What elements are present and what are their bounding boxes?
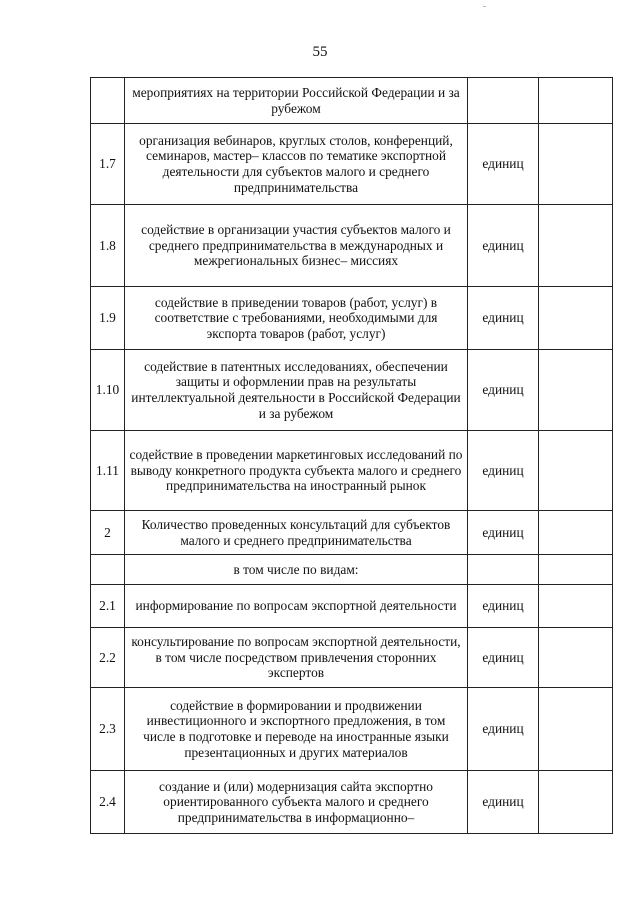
- row-description-cell: Количество проведенных консультаций для субъектов малого и среднего предпринимательства: [125, 511, 468, 555]
- row-number-cell: [91, 78, 125, 124]
- table-row: [91, 585, 613, 628]
- row-description-cell: содействие в проведении маркетинговых исследований по выводу конкретного продукта субъекта малого и среднего предпринимательства на иностранный рынок: [125, 431, 468, 511]
- row-number-cell: 1.9: [91, 287, 125, 350]
- row-unit-cell: единиц: [468, 511, 539, 555]
- table-row: [91, 78, 613, 124]
- row-description-cell: создание и (или) модернизация сайта экспортно ориентированного субъекта малого и среднего предпринимательства в информационно–: [125, 771, 468, 834]
- row-unit-cell: единиц: [468, 628, 539, 688]
- row-unit-cell: [468, 555, 539, 585]
- table-row: [91, 287, 613, 350]
- row-value-cell: [539, 555, 613, 585]
- table-row: [91, 555, 613, 585]
- row-number-cell: 1.10: [91, 350, 125, 431]
- row-unit-cell: единиц: [468, 771, 539, 834]
- row-value-cell: [539, 511, 613, 555]
- table-row: [91, 688, 613, 771]
- row-value-cell: [539, 78, 613, 124]
- table-row: [91, 205, 613, 287]
- table-row: [91, 124, 613, 205]
- row-value-cell: [539, 771, 613, 834]
- table-body: [91, 78, 613, 834]
- row-value-cell: [539, 688, 613, 771]
- row-number-cell: 2.4: [91, 771, 125, 834]
- table-row: [91, 511, 613, 555]
- row-description-cell: содействие в организации участия субъектов малого и среднего предпринимательства в международных и межрегиональных бизнес– миссиях: [125, 205, 468, 287]
- row-unit-cell: единиц: [468, 205, 539, 287]
- row-description-cell: мероприятиях на территории Российской Федерации и за рубежом: [125, 78, 468, 124]
- table-row: [91, 431, 613, 511]
- row-description-cell: в том числе по видам:: [125, 555, 468, 585]
- row-description-cell: организация вебинаров, круглых столов, конференций, семинаров, мастер– классов по тематике экспортной деятельности для субъектов малого и среднего предпринимательства: [125, 124, 468, 205]
- row-unit-cell: [468, 78, 539, 124]
- row-value-cell: [539, 585, 613, 628]
- row-value-cell: [539, 124, 613, 205]
- row-number-cell: 1.8: [91, 205, 125, 287]
- table-row: [91, 350, 613, 431]
- row-number-cell: 2: [91, 511, 125, 555]
- row-description-cell: информирование по вопросам экспортной деятельности: [125, 585, 468, 628]
- indicator-table: [90, 77, 613, 834]
- scan-artifact: [483, 6, 486, 7]
- row-description-cell: содействие в приведении товаров (работ, услуг) в соответствие с требованиями, необходимыми для экспорта товаров (работ, услуг): [125, 287, 468, 350]
- row-number-cell: 2.1: [91, 585, 125, 628]
- row-number-cell: [91, 555, 125, 585]
- row-number-cell: 1.11: [91, 431, 125, 511]
- table-row: [91, 771, 613, 834]
- row-value-cell: [539, 350, 613, 431]
- row-unit-cell: единиц: [468, 124, 539, 205]
- row-unit-cell: единиц: [468, 688, 539, 771]
- row-description-cell: содействие в формировании и продвижении инвестиционного и экспортного предложения, в том числе в подготовке и переводе на иностранные языки презентационных и других материалов: [125, 688, 468, 771]
- row-unit-cell: единиц: [468, 585, 539, 628]
- row-description-cell: консультирование по вопросам экспортной деятельности, в том числе посредством привлечения сторонних экспертов: [125, 628, 468, 688]
- row-value-cell: [539, 287, 613, 350]
- row-number-cell: 2.3: [91, 688, 125, 771]
- row-value-cell: [539, 628, 613, 688]
- row-unit-cell: единиц: [468, 431, 539, 511]
- row-number-cell: 2.2: [91, 628, 125, 688]
- row-description-cell: содействие в патентных исследованиях, обеспечении защиты и оформлении прав на результаты интеллектуальной деятельности в Российской Федерации и за рубежом: [125, 350, 468, 431]
- row-value-cell: [539, 431, 613, 511]
- row-number-cell: 1.7: [91, 124, 125, 205]
- page-number: 55: [312, 44, 328, 60]
- table-row: [91, 628, 613, 688]
- row-value-cell: [539, 205, 613, 287]
- row-unit-cell: единиц: [468, 350, 539, 431]
- row-unit-cell: единиц: [468, 287, 539, 350]
